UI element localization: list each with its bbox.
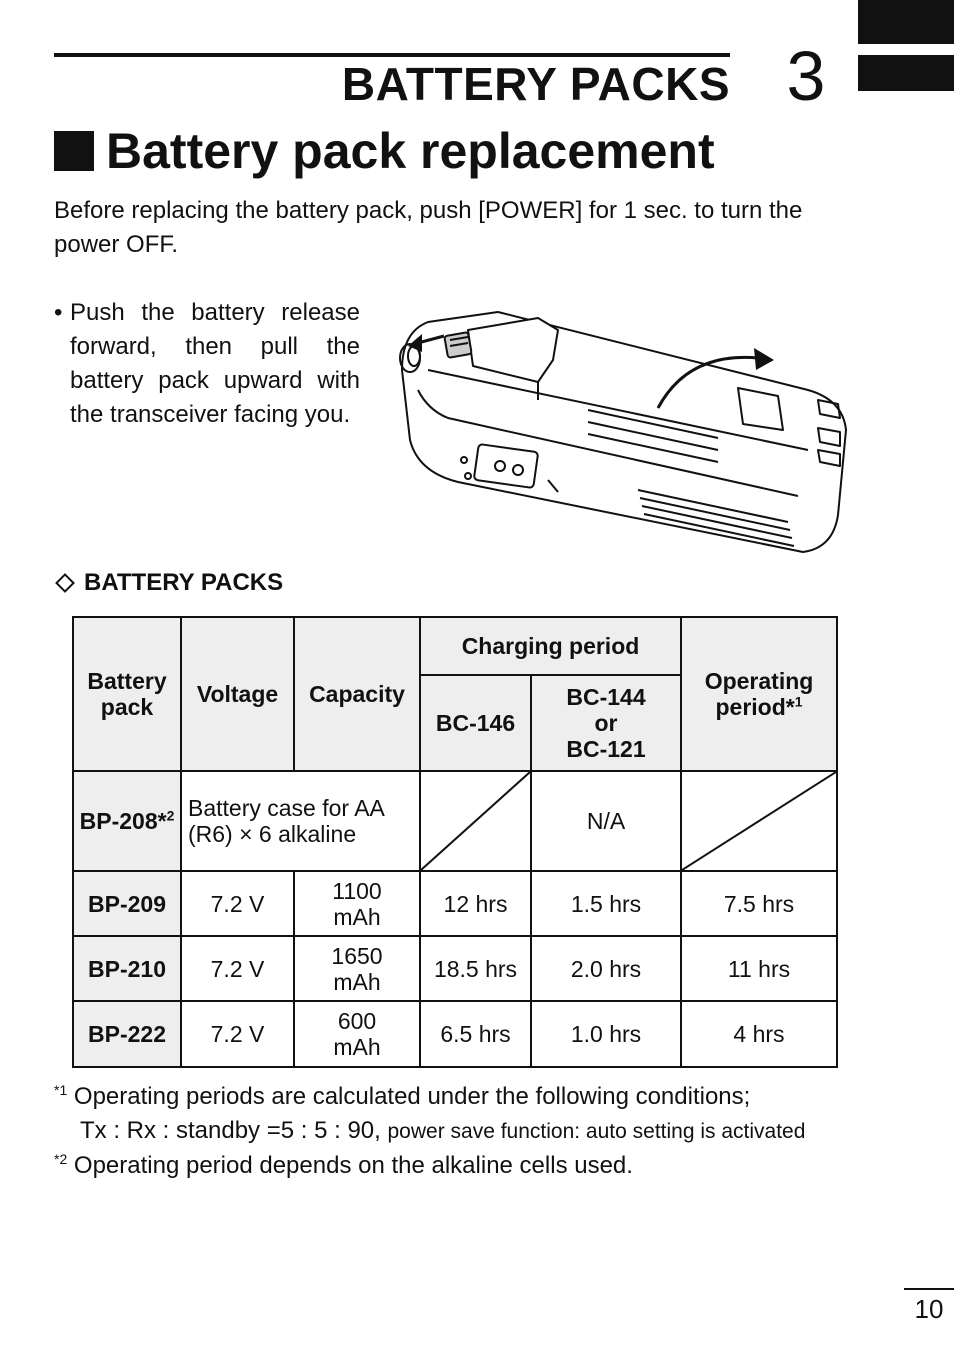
table-header-row bbox=[73, 617, 837, 675]
row-header-bp209: BP-209 bbox=[73, 871, 181, 936]
transceiver-battery-illustration bbox=[388, 300, 868, 562]
instruction-text: Push the battery release forward, then pull the battery pack upward with the transceiver facing you. bbox=[70, 299, 360, 428]
footnote-1 bbox=[54, 1080, 914, 1114]
row-header-bp208 bbox=[73, 771, 181, 871]
chapter-number: 3 bbox=[786, 37, 826, 115]
footnote-1-ratio: Tx : Rx : standby =5 : 5 : 90, bbox=[80, 1117, 381, 1144]
bc144-label: BC-144 bbox=[566, 684, 646, 710]
capacity-unit: mAh bbox=[333, 903, 381, 930]
footnote-1-mark: *1 bbox=[54, 1082, 68, 1098]
capacity-value: 600 bbox=[337, 1008, 377, 1034]
page-number: 10 bbox=[904, 1288, 954, 1325]
bc146-cell: 6.5 hrs bbox=[420, 1001, 531, 1067]
table-row bbox=[73, 871, 837, 936]
bullet-dot: • bbox=[54, 299, 63, 326]
header-rule bbox=[54, 53, 730, 57]
bp208-label: BP-208* bbox=[79, 808, 167, 834]
col-header-capacity: Capacity bbox=[294, 617, 420, 771]
battery-packs-heading bbox=[54, 566, 283, 600]
col-header-charging-period: Charging period bbox=[420, 617, 681, 675]
intro-paragraph: Before replacing the battery pack, push [POWER] for 1 sec. to turn the power OFF. bbox=[54, 197, 803, 258]
bc144-cell: 2.0 hrs bbox=[531, 936, 681, 1001]
bp208-description-line2: (R6) × 6 alkaline bbox=[188, 821, 357, 847]
capacity-cell bbox=[294, 936, 420, 1001]
operating-cell: 4 hrs bbox=[681, 1001, 837, 1067]
footnote-ref-1: 1 bbox=[794, 693, 803, 710]
bc144-or-label: or bbox=[594, 710, 618, 736]
section-title-text: Battery pack replacement bbox=[106, 123, 715, 179]
footnote-ref-2: 2 bbox=[166, 807, 175, 824]
bp208-description bbox=[181, 771, 420, 871]
bc144-cell: 1.0 hrs bbox=[531, 1001, 681, 1067]
capacity-cell bbox=[294, 1001, 420, 1067]
voltage-cell: 7.2 V bbox=[181, 936, 294, 1001]
col-header-voltage: Voltage bbox=[181, 617, 294, 771]
bp208-bc144: N/A bbox=[531, 771, 681, 871]
voltage-cell: 7.2 V bbox=[181, 1001, 294, 1067]
operating-cell: 11 hrs bbox=[681, 936, 837, 1001]
capacity-value: 1100 bbox=[332, 877, 382, 904]
operating-period-label: Operating period* bbox=[704, 668, 814, 720]
footnotes bbox=[54, 1080, 914, 1183]
footnote-1-text: Operating periods are calculated under the following conditions; bbox=[73, 1083, 751, 1110]
footnote-1-conditions bbox=[54, 1114, 914, 1149]
col-header-battery-pack: Battery pack bbox=[73, 617, 181, 771]
footnote-2-mark: *2 bbox=[54, 1151, 68, 1167]
bp208-bc146-not-applicable bbox=[420, 771, 531, 871]
table-row-bp208 bbox=[73, 771, 837, 871]
footnote-1-power-save: power save function: auto setting is activated bbox=[387, 1120, 806, 1143]
battery-packs-heading-text: BATTERY PACKS bbox=[84, 569, 284, 596]
footnote-2-text: Operating period depends on the alkaline cells used. bbox=[73, 1152, 633, 1179]
capacity-value: 1650 bbox=[331, 942, 383, 969]
row-header-bp222: BP-222 bbox=[73, 1001, 181, 1067]
bp208-operating-not-applicable bbox=[681, 771, 837, 871]
col-header-operating-period bbox=[681, 617, 837, 771]
battery-pack-table bbox=[72, 616, 838, 1068]
col-header-bc146: BC-146 bbox=[420, 675, 531, 771]
diamond-bullet-icon bbox=[55, 573, 75, 593]
voltage-cell: 7.2 V bbox=[181, 871, 294, 936]
bc121-label: BC-121 bbox=[566, 736, 646, 762]
square-bullet-icon bbox=[54, 131, 94, 171]
section-title bbox=[54, 122, 715, 180]
bc144-cell: 1.5 hrs bbox=[531, 871, 681, 936]
row-header-bp210: BP-210 bbox=[73, 936, 181, 1001]
chapter-title: BATTERY PACKS bbox=[341, 58, 730, 110]
bc146-cell: 12 hrs bbox=[420, 871, 531, 936]
capacity-unit: mAh bbox=[333, 1034, 381, 1060]
table-row bbox=[73, 936, 837, 1001]
col-header-bc144 bbox=[531, 675, 681, 771]
instruction-bullet bbox=[54, 296, 360, 432]
operating-cell: 7.5 hrs bbox=[681, 871, 837, 936]
table-row bbox=[73, 1001, 837, 1067]
footnote-2 bbox=[54, 1149, 914, 1183]
thumb-tab-marker bbox=[858, 0, 954, 44]
capacity-cell bbox=[294, 871, 420, 936]
bp208-description-line1: Battery case for AA bbox=[188, 795, 385, 821]
capacity-unit: mAh bbox=[333, 968, 381, 995]
thumb-tab-marker-active bbox=[858, 55, 954, 91]
bc146-cell: 18.5 hrs bbox=[420, 936, 531, 1001]
